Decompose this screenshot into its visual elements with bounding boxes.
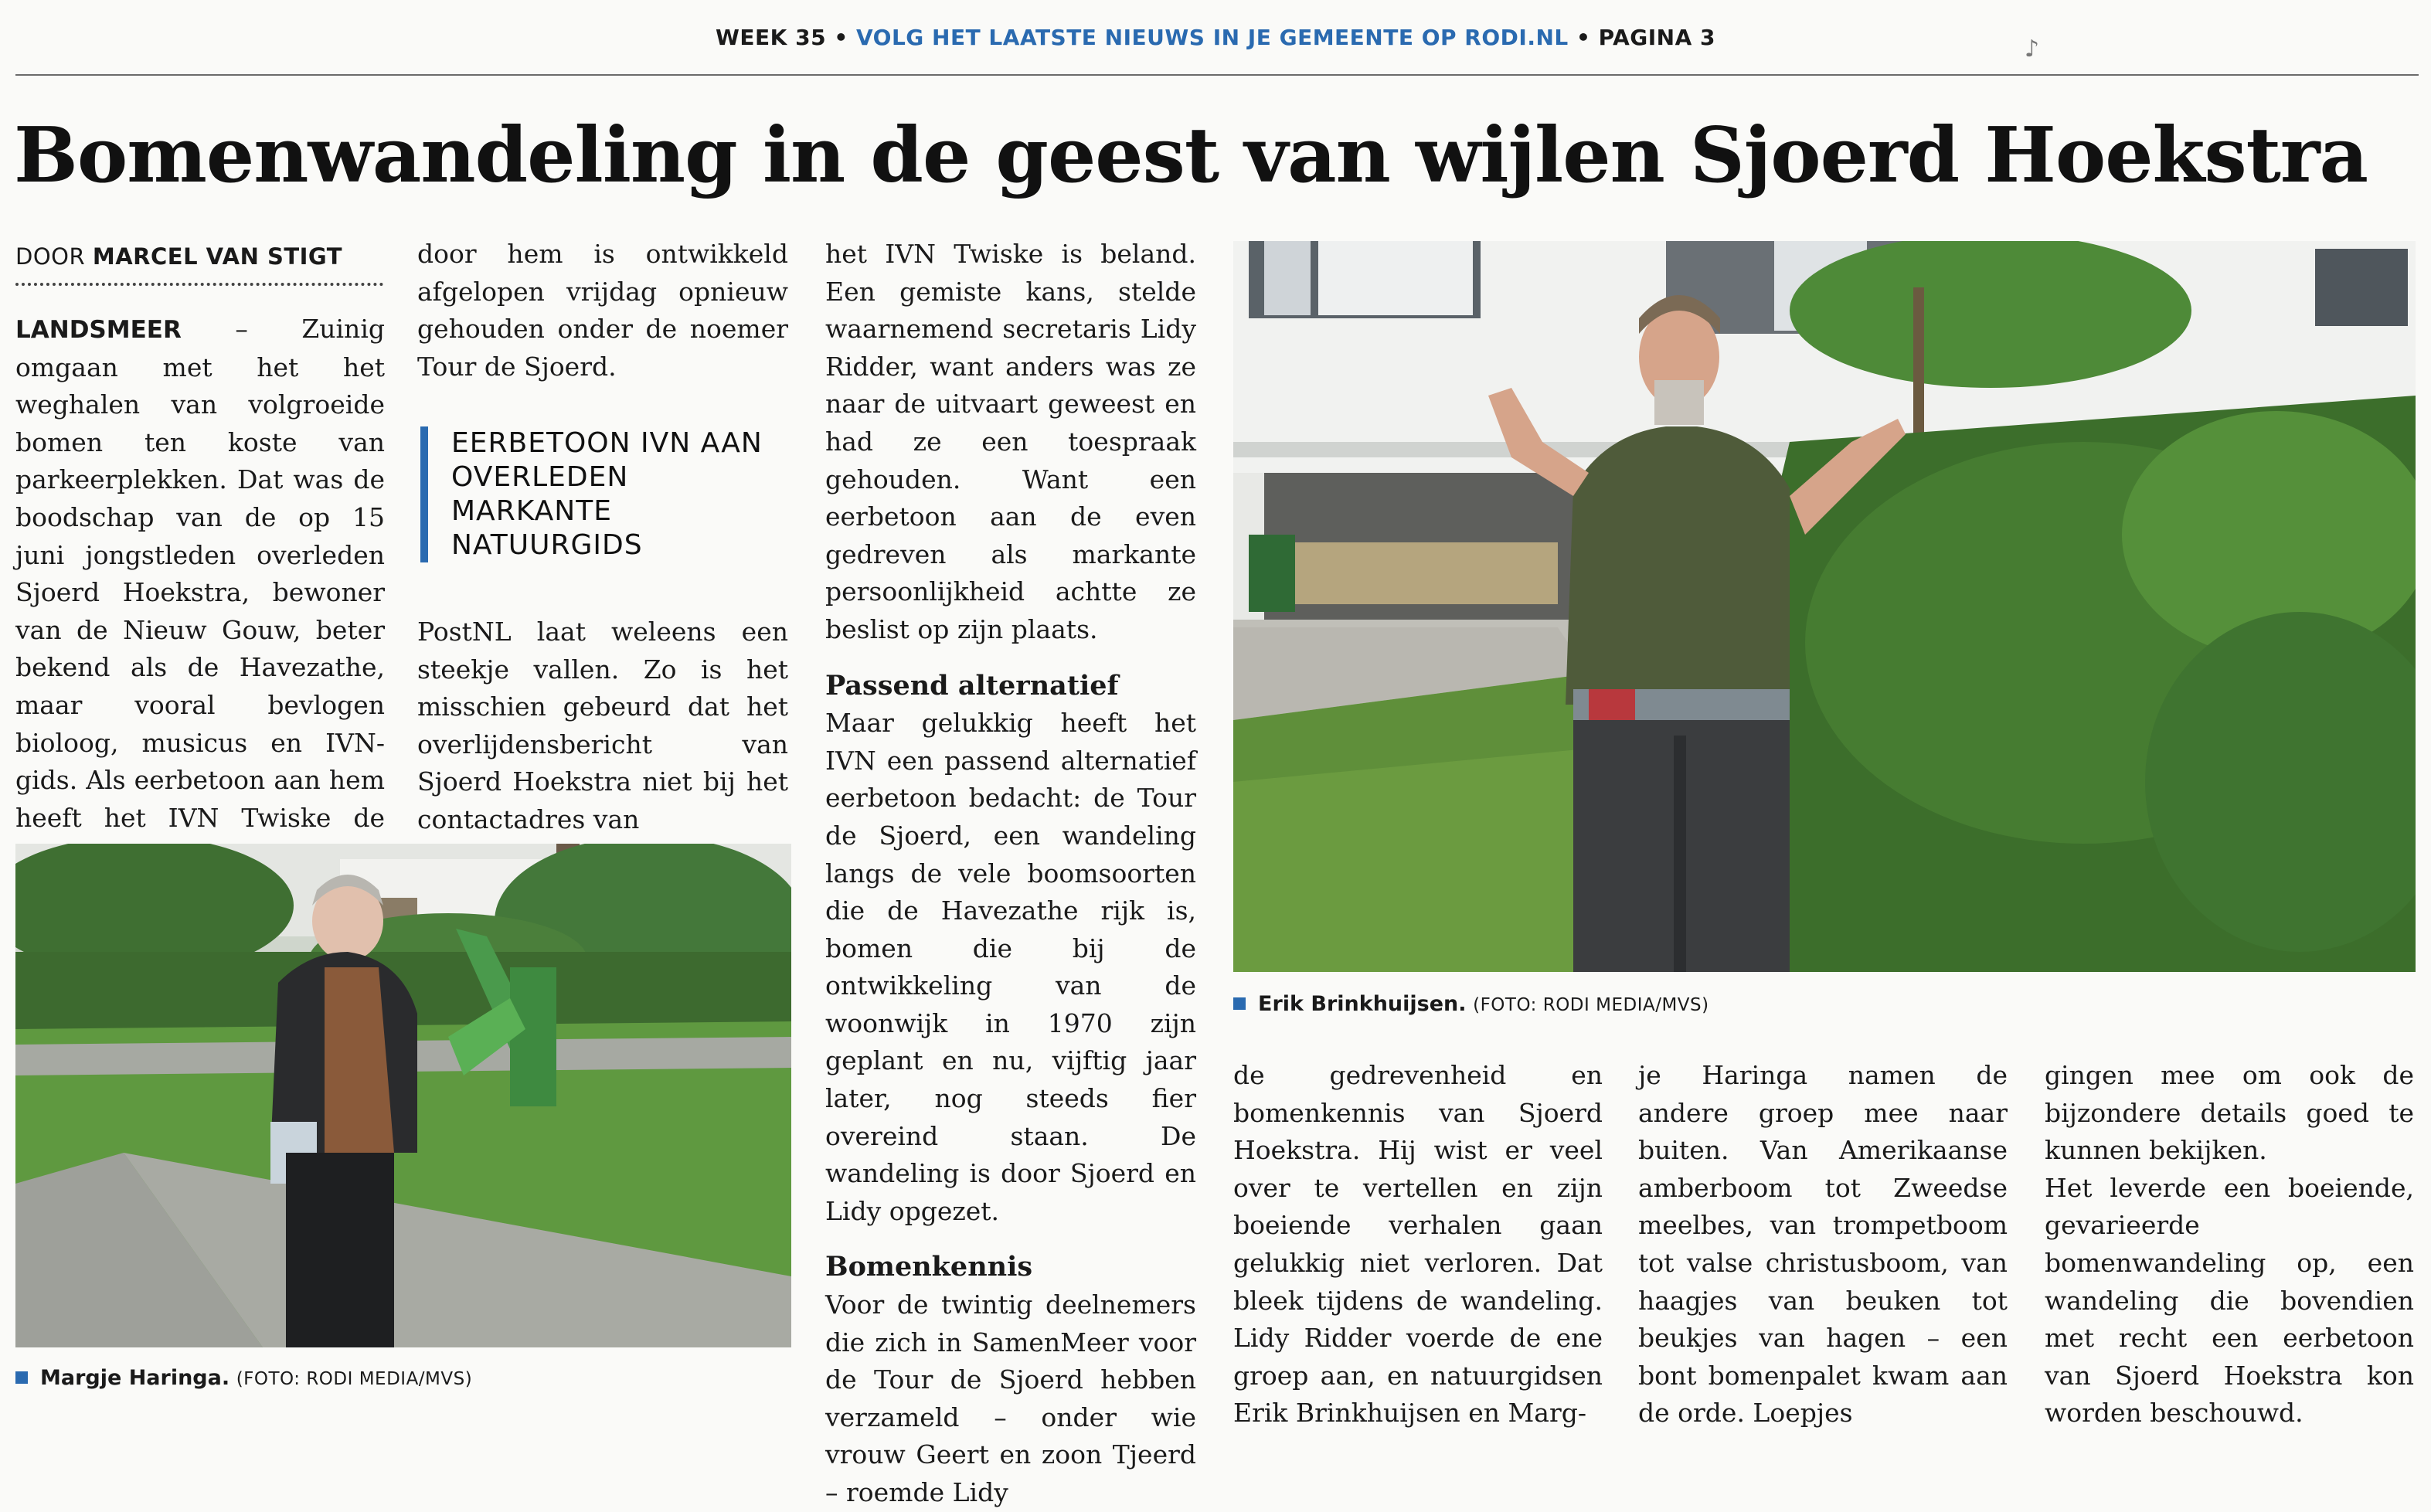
- column-3-text-a: het IVN Twiske is beland. Een gemiste kans, stelde waarnemend secretaris Lidy Ridder, want anders was ze naar de uitvaart geweest en had ze een toespraak gehouden. Want een eerbetoon aan de even gedreven als markante persoonlijkheid achtte ze beslist op zijn plaats.: [825, 239, 1196, 644]
- header-separator: •: [834, 25, 848, 50]
- header-rule: [15, 74, 2419, 76]
- header-promo-link[interactable]: VOLG HET LAATSTE NIEUWS IN JE GEMEENTE OP RODI.NL: [855, 25, 1569, 50]
- caption-right: [1233, 989, 2416, 1021]
- column-6-text-a: gingen mee om ook de bijzondere details goed te kunnen bekijken.: [2045, 1060, 2414, 1166]
- caption-square-icon: [15, 1371, 28, 1384]
- column-2-text-b: PostNL laat weleens een steekje vallen. Zo is het misschien gebeurd dat het overlijdensbericht van Sjoerd Hoekstra niet bij het contactadres van: [417, 617, 788, 834]
- page-header: [0, 0, 2431, 76]
- corner-mark: ♪: [2025, 36, 2040, 63]
- column-2-bottom: [417, 613, 788, 839]
- photo-image: [15, 844, 791, 1347]
- photo-margje-haringa: [15, 844, 791, 1347]
- column-4: [1233, 1057, 1603, 1432]
- page-number: PAGINA 3: [1598, 25, 1715, 50]
- column-3: [825, 236, 1196, 1512]
- caption-name: Margje Haringa.: [40, 1366, 230, 1390]
- subhead-passend-alternatief: Passend alternatief: [825, 669, 1119, 702]
- column-5: [1638, 1057, 2008, 1432]
- caption-credit: (FOTO: RODI MEDIA/MVS): [236, 1369, 473, 1389]
- column-1: [15, 311, 385, 875]
- photo-image: [1233, 241, 2416, 972]
- subhead-bomenkennis: Bomenkennis: [825, 1251, 1033, 1283]
- pull-quote: EERBETOON IVN AAN OVERLEDEN MARKANTE NATUURGIDS: [420, 426, 784, 562]
- caption-square-icon: [1233, 997, 1246, 1010]
- byline: [15, 240, 383, 286]
- column-6: [2045, 1057, 2414, 1432]
- photo-erik-brinkhuijsen: [1233, 241, 2416, 972]
- column-1-text: – Zuinig omgaan met het het weghalen van volgroeide bomen ten koste van parkeerplekken. Dat was de boodschap van de op 15 juni jongstleden overleden Sjoerd Hoekstra, bewoner van de Nieuw Gouw, beter bekend als de Havezathe, maar vooral bevlogen bioloog, musicus en IVN-gids. Als eerbetoon aan hem heeft het IVN Twiske de: [15, 314, 385, 833]
- column-4-text: de gedrevenheid en bomenkennis van Sjoerd Hoekstra. Hij wist er veel over te vertellen en zijn boeiende verhalen gaan gelukkig niet verloren. Dat bleek tijdens de wandeling. Lidy Ridder voerde de ene groep aan, en natuurgidsen Erik Brinkhuijsen en Marg-: [1233, 1060, 1603, 1429]
- column-5-text: je Haringa namen de andere groep mee naar buiten. Van Amerikaanse amberboom tot Zweedse meelbes, van trompetboom tot valse christusboom, van haagjes van beuken tot beukjes van hagen – een bont bomenpalet kwam aan de orde. Loepjes: [1638, 1060, 2008, 1429]
- column-3-text-c: Voor de twintig deelnemers die zich in SamenMeer voor de Tour de Sjoerd hebben verzameld – onder wie vrouw Geert en zoon Tjeerd – roemde Lidy: [825, 1289, 1196, 1507]
- week-label: WEEK 35: [716, 25, 827, 50]
- caption-left: [15, 1363, 791, 1395]
- headline: Bomenwandeling in de geest van wijlen Sjoerd Hoekstra: [14, 111, 2368, 200]
- header-separator: •: [1576, 25, 1591, 50]
- column-2-text-a: door hem is ontwikkeld afgelopen vrijdag opnieuw gehouden onder de noemer Tour de Sjoerd.: [417, 239, 788, 382]
- dateline: LANDSMEER: [15, 316, 182, 344]
- column-3-text-b: Maar gelukkig heeft het IVN een passend alternatief eerbetoon bedacht: de Tour de Sjoerd, een wandeling langs de vele boomsoorten die de Havezathe rijk is, bomen die bij de ontwikkeling van de woonwijk in 1970 zijn geplant en nu, vijftig jaar later, nog steeds fier overeind staan. De wandeling is door Sjoerd en Lidy opgezet.: [825, 708, 1196, 1226]
- byline-author: MARCEL VAN STIGT: [92, 243, 342, 270]
- column-6-text-b: Het leverde een boeiende, gevarieerde bomenwandeling op, een wandeling die bovendien met recht een eerbetoon van Sjoerd Hoekstra kon worden beschouwd.: [2045, 1172, 2414, 1429]
- caption-name: Erik Brinkhuijsen.: [1258, 992, 1467, 1016]
- caption-credit: (FOTO: RODI MEDIA/MVS): [1473, 995, 1709, 1015]
- column-2-top: [417, 236, 788, 386]
- byline-prefix: DOOR: [15, 243, 86, 270]
